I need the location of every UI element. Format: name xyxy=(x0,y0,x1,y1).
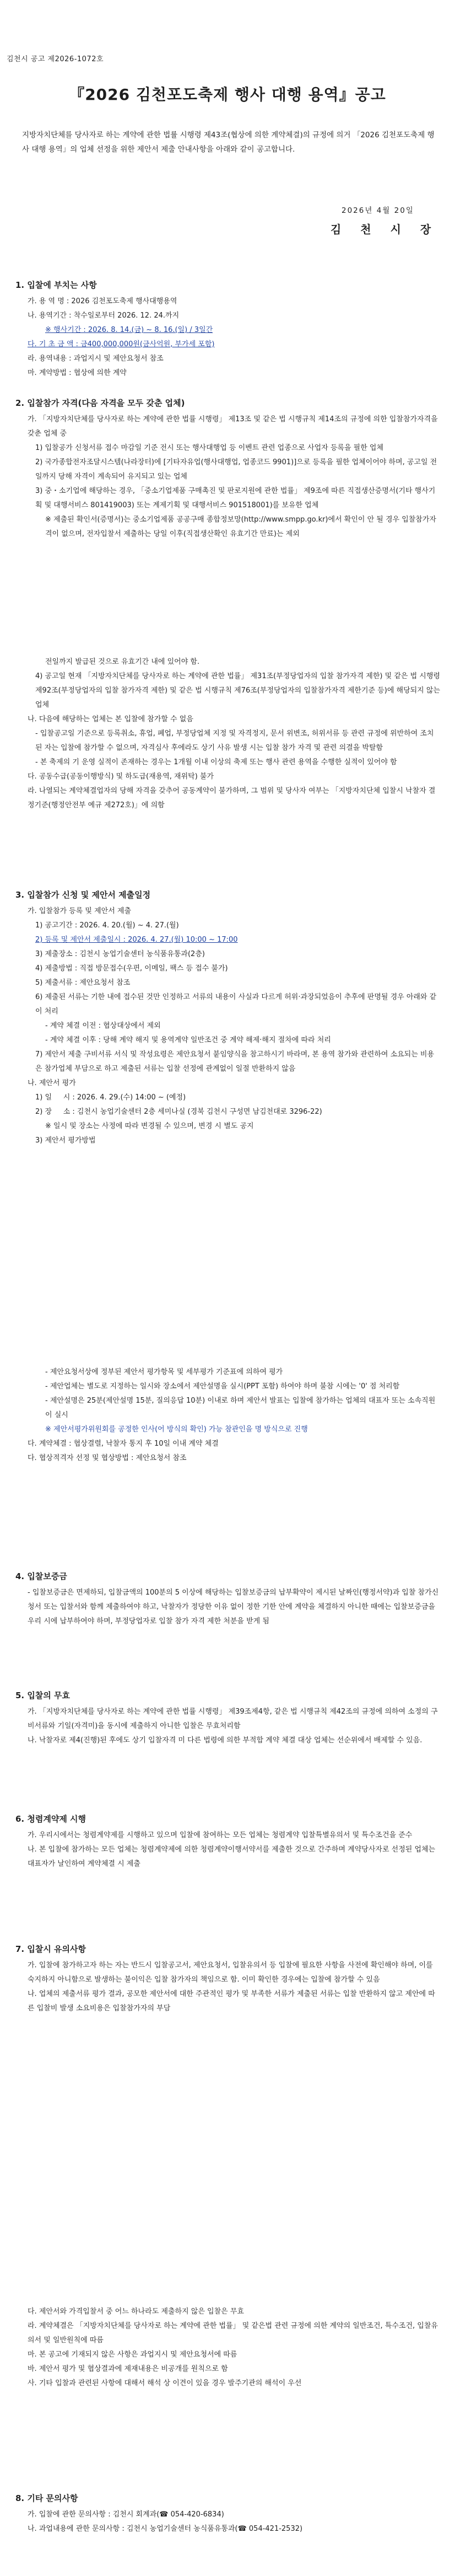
section-6-body xyxy=(22,1828,441,1871)
section-line: - 본 축제의 기 운영 실적이 존재하는 경우는 1개월 이내 이상의 축제 또는 행사 관련 용역을 수행한 실적이 있어야 함 xyxy=(35,758,397,766)
section-line: - 계약 체결 이후 : 당해 계약 해지 및 용역계약 일반조건 중 계약 해제·해지 절차에 따라 처리 xyxy=(45,1036,331,1044)
section-line: ※ 일시 및 장소는 사정에 따라 변경될 수 있으며, 변경 시 별도 공지 xyxy=(45,1122,254,1130)
section-line: 나. 다음에 해당하는 업체는 본 입찰에 참가할 수 없음 xyxy=(28,715,193,723)
section-line: 사. 기타 입찰과 관련된 사항에 대해서 해석 상 이견이 있을 경우 발주기관의 해석이 우선 xyxy=(28,2379,302,2387)
section-7-body xyxy=(22,1958,441,2016)
section-line: 나. 업체의 제출서류 평가 결과, 공모한 제안서에 대한 주관적인 평가 및 부족한 서류가 제출된 서류는 입찰 반환하지 않고 제안에 따른 입찰비 발생 소요비용은 입찰참가자의 부담 xyxy=(28,1990,435,2012)
section-line: 마. 본 공고에 기재되지 않은 사항은 과업지시 및 제안요청서에 따름 xyxy=(28,2350,237,2359)
section-line: 다. 협상적격자 선정 및 협상방법 : 제안요청서 참조 xyxy=(28,1454,187,1462)
section-line: 라. 용역내용 : 과업지시 및 제안요청서 참조 xyxy=(28,355,164,363)
section-6-title: 6. 청렴계약제 시행 xyxy=(15,1814,86,1824)
document-number: 김천시 공고 제2026-1072호 xyxy=(7,55,104,63)
section-line: 가. 입찰에 참가하고자 하는 자는 반드시 입찰공고서, 제안요청서, 입찰유의서 등 입찰에 필요한 사항을 사전에 확인해야 하며, 이를 숙지하지 아니함으로 발생하는 불이익은 입찰 참가자의 책임으로 함. 이미 확인한 경우에는 입찰에 참가할 수 있음 xyxy=(28,1961,435,1984)
section-3-continued xyxy=(22,1365,441,1466)
section-5-title: 5. 입찰의 무효 xyxy=(15,1690,71,1700)
section-5-body xyxy=(22,1705,441,1748)
section-line: - 계약 체결 이전 : 협상대상에서 제외 xyxy=(45,1022,161,1030)
section-line: 마. 계약방법 : 협상에 의한 계약 xyxy=(28,369,127,377)
section-line: 가. 우리시에서는 청렴계약제를 시행하고 있으며 입찰에 참여하는 모든 업체는 청렴계약 입찰특별유의서 및 특수조건을 준수 xyxy=(28,1831,413,1839)
section-line: - 입찰보증금은 면제하되, 입찰금액의 100분의 5 이상에 해당하는 입찰보증금의 납부확약이 제시된 날짜인(행정서약)과 입찰 참가신청서 또는 입찰서와 함께 제출하여야 하고, 낙찰자가 정당한 이유 없이 정한 기한 안에 계약을 체결하지 아니한 때에는 입찰보증금을 우리 시에 납부하여야 하며, 부정당업자로 입찰 참가 자격 제한 처분을 받게 됨 xyxy=(28,1588,439,1625)
section-line: ※ 행사기간 : 2026. 8. 14.(금) ~ 8. 16.(일) / 3일간 xyxy=(45,326,213,334)
section-line: 4) 공고일 현재 「지방자치단체를 당사자로 하는 계약에 관한 법률」 제31조(부정당업자의 입찰 참가자격 제한) 및 같은 법 시행령 제92조(부정당업자의 입찰 참가자격 제한) 및 같은 법 시행규칙 제76조(부정당업자의 입찰참가자격 제한기준 등)에 해당되지 않는 업체 xyxy=(35,672,443,709)
section-line: 다. 공동수급(공동이행방식) 및 하도급(재용역, 재위탁) 불가 xyxy=(28,772,214,781)
section-line: 2) 국가종합전자조달시스템(나라장터)에 [기타자유업(행사대행업, 업종코드 9901)]으로 등록을 필한 업체이어야 하며, 공고일 전일까지 당해 자격이 계속되어 유지되고 있는 업체 xyxy=(35,458,437,481)
section-line: ※ 제안서평가위원회를 공정한 인사(어 방식의 확인) 가능 참관인을 명 방식으로 진행 xyxy=(45,1425,308,1434)
section-line: 가. 용 역 명 : 2026 김천포도축제 행사대행용역 xyxy=(28,297,177,305)
section-line: 나. 과업내용에 관한 문의사항 : 김천시 농업기술센터 농식품유통과(☎ 054-421-2532) xyxy=(28,2525,303,2533)
announcement-date: 2026년 4월 20일 xyxy=(342,206,414,215)
section-line: 5) 제출서류 : 제안요청서 참조 xyxy=(35,979,131,987)
section-line: 전일까지 발급된 것으로 유효기간 내에 있어야 함. xyxy=(45,658,200,666)
section-line: 1) 입찰공가 신청서류 접수 마감일 기준 전시 또는 행사대행업 등 이벤트 관련 업종으로 사업자 등록을 필한 업체 xyxy=(35,444,384,452)
section-line: 다. 제안서와 가격입찰서 중 어느 하나라도 제출하지 않은 입찰은 무효 xyxy=(28,2307,244,2316)
section-line: 3) 제출장소 : 김천시 농업기술센터 농식품유통과(2층) xyxy=(35,950,205,958)
section-line: 다. 기 초 금 액 : 금400,000,000원(금사억원, 부가세 포함) xyxy=(28,340,215,348)
section-8-title: 8. 기타 문의사항 xyxy=(15,2493,78,2503)
section-line: 3) 제안서 평가방법 xyxy=(35,1136,96,1145)
section-3-title: 3. 입찰참가 신청 및 제안서 제출일정 xyxy=(15,890,151,900)
section-line: 2) 장 소 : 김천시 농업기술센터 2층 세미나실 (경북 김천시 구성면 남김천대로 3296-22) xyxy=(35,1108,322,1116)
section-line: 바. 제안서 평가 및 협상결과에 제재내용은 비공개를 원칙으로 함 xyxy=(28,2365,228,2373)
section-8-body xyxy=(22,2508,441,2536)
section-2-title: 2. 입찰참가 자격(다음 자격을 모두 갖춘 업체) xyxy=(15,398,185,408)
section-line: 다. 계약체결 : 협상결렬, 낙찰자 통지 후 10일 이내 계약 체결 xyxy=(28,1440,219,1448)
section-line: - 입찰공고일 기준으로 등록취소, 휴업, 폐업, 부정당업체 지정 및 자격정지, 문서 위변조, 허위서류 등 관련 규정에 위반하여 조치된 자는 입찰에 참가할 수 없으며, 자격심사 후에라도 상기 사유 발생 시는 입찰 참가 자격 및 관련 의결을 박탈함 xyxy=(35,729,434,752)
section-4-title: 4. 입찰보증금 xyxy=(15,1571,67,1581)
section-line: 가. 입찰참가 등록 및 제안서 제출 xyxy=(28,907,132,915)
section-line: 4) 제출방법 : 직접 방문접수(우편, 이메일, 팩스 등 접수 불가) xyxy=(35,964,228,973)
section-line: 나. 본 입찰에 참가하는 모든 업체는 청렴계약제에 의한 청렴계약이행서약서를 제출한 것으로 간주하며 계약당사자로 선정된 업체는 대표자가 날인하여 계약체결 시 제출 xyxy=(28,1845,438,1868)
section-4-body xyxy=(22,1586,441,1629)
section-line: - 제안설명은 25분(제안설명 15분, 질의응답 10분) 이내로 하며 제안서 발표는 입찰에 참가하는 업체의 대표자 또는 소속직원이 실시 xyxy=(45,1397,436,1419)
section-line: - 제안요청서상에 정부된 제안서 평가항목 및 세부평가 기준표에 의하여 평가 xyxy=(45,1368,283,1376)
section-line: 2) 등록 및 제안서 제출일시 : 2026. 4. 27.(월) 10:00 ~ 17:00 xyxy=(35,936,238,944)
section-line: 6) 제출된 서류는 기한 내에 접수된 것만 인정하고 서류의 내용이 사실과 다르게 허위·과장되었음이 추후에 판명될 경우 아래와 같이 처리 xyxy=(35,993,437,1016)
section-1-title: 1. 입찰에 부치는 사항 xyxy=(15,280,97,290)
section-2-body xyxy=(22,412,441,541)
section-line: ※ 제출된 확인서(증명서)는 중소기업제품 공공구매 종합정보망(http://www.smpp.go.kr)에서 확인이 안 될 경우 입찰참가자격이 없으며, 전자입찰서 제출하는 당일 이후(직접생산확인 유효기간 만료)는 제외 xyxy=(45,516,436,538)
section-3-body xyxy=(22,904,441,1148)
section-line: 가. 「지방자치단체를 당사자로 하는 계약에 관한 법률 시행령」 제13조 및 같은 법 시행규칙 제14조의 규정에 의한 입찰참가자격을 갖춘 업체 중 xyxy=(28,415,440,438)
section-line: 1) 일 시 : 2026. 4. 29.(수) 14:00 ~ (예정) xyxy=(35,1093,186,1102)
section-line: 1) 공고기간 : 2026. 4. 20.(월) ~ 4. 27.(월) xyxy=(35,921,179,930)
section-line: 나. 제안서 평가 xyxy=(28,1079,76,1087)
section-line: 나. 용역기간 : 착수일로부터 2026. 12. 24.까지 xyxy=(28,312,180,320)
section-line: 가. 입찰에 관한 문의사항 : 김천시 회계과(☎ 054-420-6834) xyxy=(28,2510,224,2519)
section-line: - 제안업체는 별도로 지정하는 일시와 장소에서 제안설명을 실시(PPT 포함) 하여야 하며 불참 시에는 '0' 점 처리함 xyxy=(45,1382,400,1391)
section-line: 가. 「지방자치단체를 당사자로 하는 계약에 관한 법률 시행령」 제39조제4항, 같은 법 시행규칙 제42조의 규정에 의하여 소정의 구비서류와 기일(자격미)을 동시에 제출하지 아니한 입찰은 무효처리함 xyxy=(28,1708,438,1730)
issuer-name: 김 천 시 장 xyxy=(331,223,439,236)
section-line: 라. 나열되는 계약체결업자의 당해 자격을 갖추어 공동계약이 불가하며, 그 범위 및 당사자 여부는 「지방자치단체 입찰시 낙찰자 결정기준(행정안전부 예규 제272호)」에 의함 xyxy=(28,787,436,809)
section-line: 나. 낙찰자로 제4(진행)된 후에도 상기 입찰자격 미 다른 법령에 의한 부적합 계약 체결 대상 업체는 선순위에서 배제할 수 있음. xyxy=(28,1736,422,1745)
section-line: 라. 계약체결은 「지방자치단체를 당사자로 하는 계약에 관한 법률」 및 같은법 관련 규정에 의한 계약의 일반조건, 특수조건, 입찰유의서 및 일반원칙에 따름 xyxy=(28,2322,438,2344)
announcement-title: 『2026 김천포도축제 행사 대행 용역』공고 xyxy=(69,85,386,104)
section-7-title: 7. 입찰시 유의사항 xyxy=(15,1944,86,1954)
section-line: 7) 제안서 제출 구비서류 서식 및 작성요령은 제안요청서 붙임양식을 참고하시기 바라며, 본 용역 참가와 관련하여 소요되는 비용은 참가업체 부담으로 하고 제출된 서류는 입찰 선정에 관계없이 일절 반환하지 않음 xyxy=(35,1050,435,1073)
intro-paragraph: 지방자치단체를 당사자로 하는 계약에 관한 법률 시행령 제43조(협상에 의한 계약체결)의 규정에 의거 「2026 김천포도축제 행사 대행 용역」의 업체 선정을 위한 제안서 제출 안내사항을 아래와 같이 공고합니다. xyxy=(22,131,435,154)
section-2-continued xyxy=(22,655,441,813)
section-7-continued xyxy=(22,2305,441,2391)
section-line: 3) 중・소기업에 해당하는 경우, 「중소기업제품 구매촉진 및 판로지원에 관한 법률」 제9조에 따른 직접생산증명서(기타 행사기획 및 대행서비스 801419003) 또는 계제기획 및 대행서비스 901518001)를 보유한 업체 xyxy=(35,487,436,509)
section-1-body xyxy=(22,294,441,380)
